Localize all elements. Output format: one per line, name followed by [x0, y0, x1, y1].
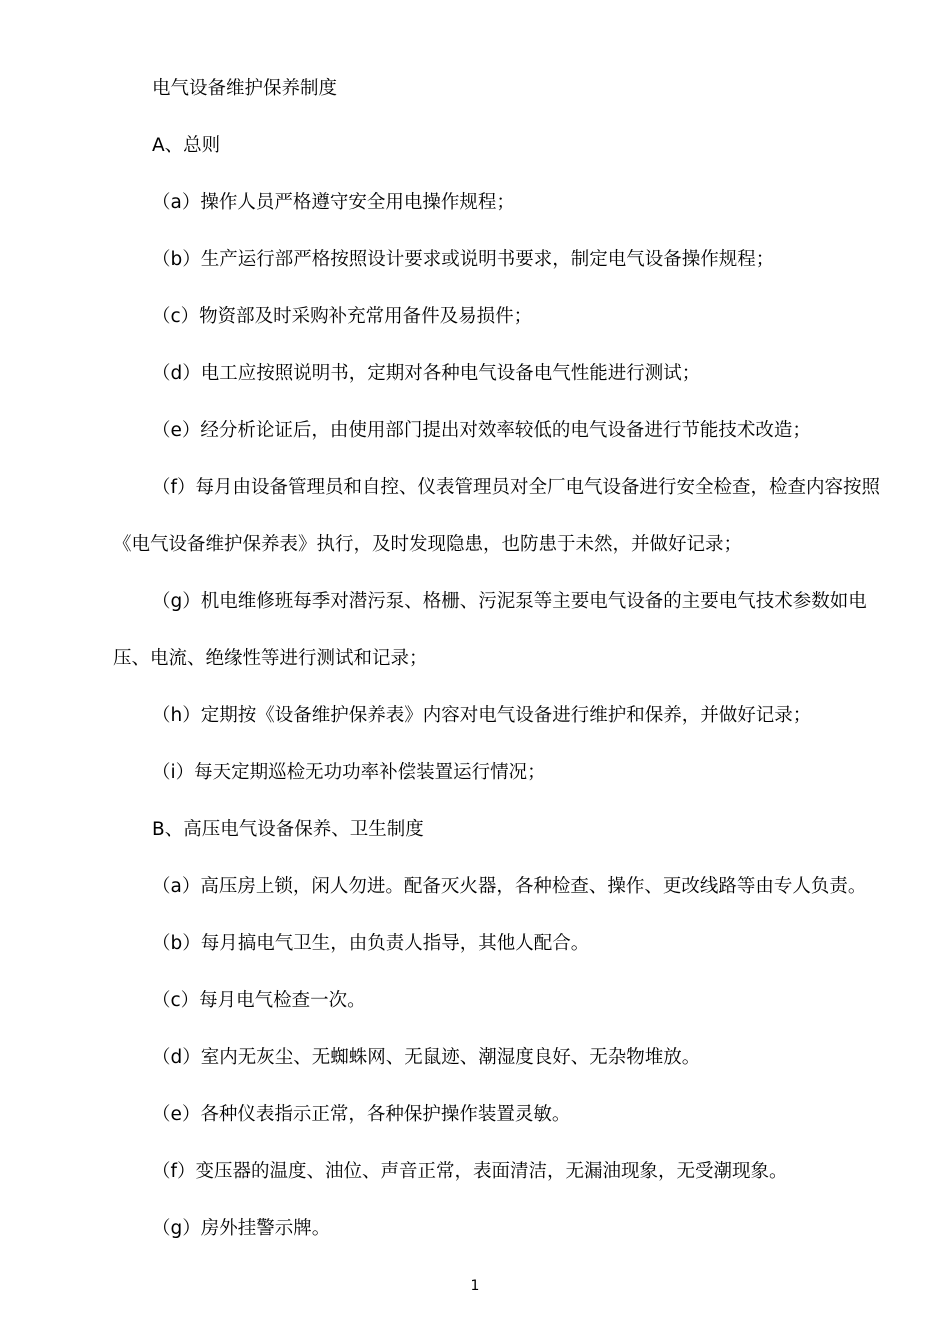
section-b-item: （g）房外挂警示牌。	[152, 1218, 331, 1239]
section-b-item: （c）每月电气检查一次。	[152, 990, 366, 1011]
section-b-item: （d）室内无灰尘、无蜘蛛网、无鼠迹、潮湿度良好、无杂物堆放。	[152, 1047, 701, 1068]
section-a-item: （d）电工应按照说明书，定期对各种电气设备电气性能进行测试；	[152, 363, 701, 384]
page-number: 1	[470, 1278, 480, 1294]
section-a-item: （f）每月由设备管理员和自控、仪表管理员对全厂电气设备进行安全检查，检查内容按照《电气设备维护保养表》执行，及时发现隐患，也防患于未然，并做好记录；	[113, 477, 881, 555]
section-b-heading: B、高压电气设备保养、卫生制度	[152, 819, 424, 840]
section-b-item: （e）各种仪表指示正常，各种保护操作装置灵敏。	[152, 1104, 571, 1125]
section-a-heading: A、总则	[152, 135, 221, 156]
section-a-item: （a）操作人员严格遵守安全用电操作规程；	[152, 192, 515, 213]
section-a-item: （i）每天定期巡检无功功率补偿装置运行情况；	[152, 762, 546, 783]
section-b-item: （b）每月搞电气卫生，由负责人指导，其他人配合。	[152, 933, 590, 954]
document-title: 电气设备维护保养制度	[152, 78, 338, 99]
section-a-item: （e）经分析论证后，由使用部门提出对效率较低的电气设备进行节能技术改造；	[152, 420, 811, 441]
document-body	[113, 60, 883, 1257]
section-a-item: （b）生产运行部严格按照设计要求或说明书要求，制定电气设备操作规程；	[152, 249, 775, 270]
section-a-item: （c）物资部及时采购补充常用备件及易损件；	[152, 306, 533, 327]
section-a-item: （h）定期按《设备维护保养表》内容对电气设备进行维护和保养，并做好记录；	[152, 705, 812, 726]
section-b-item: （f）变压器的温度、油位、声音正常，表面清洁，无漏油现象，无受潮现象。	[152, 1161, 788, 1182]
section-b-item: （a）高压房上锁，闲人勿进。配备灭火器，各种检查、操作、更改线路等由专人负责。	[152, 876, 867, 897]
section-a-item: （g）机电维修班每季对潜污泵、格栅、污泥泵等主要电气设备的主要电气技术参数如电压、电流、绝缘性等进行测试和记录；	[113, 591, 867, 669]
